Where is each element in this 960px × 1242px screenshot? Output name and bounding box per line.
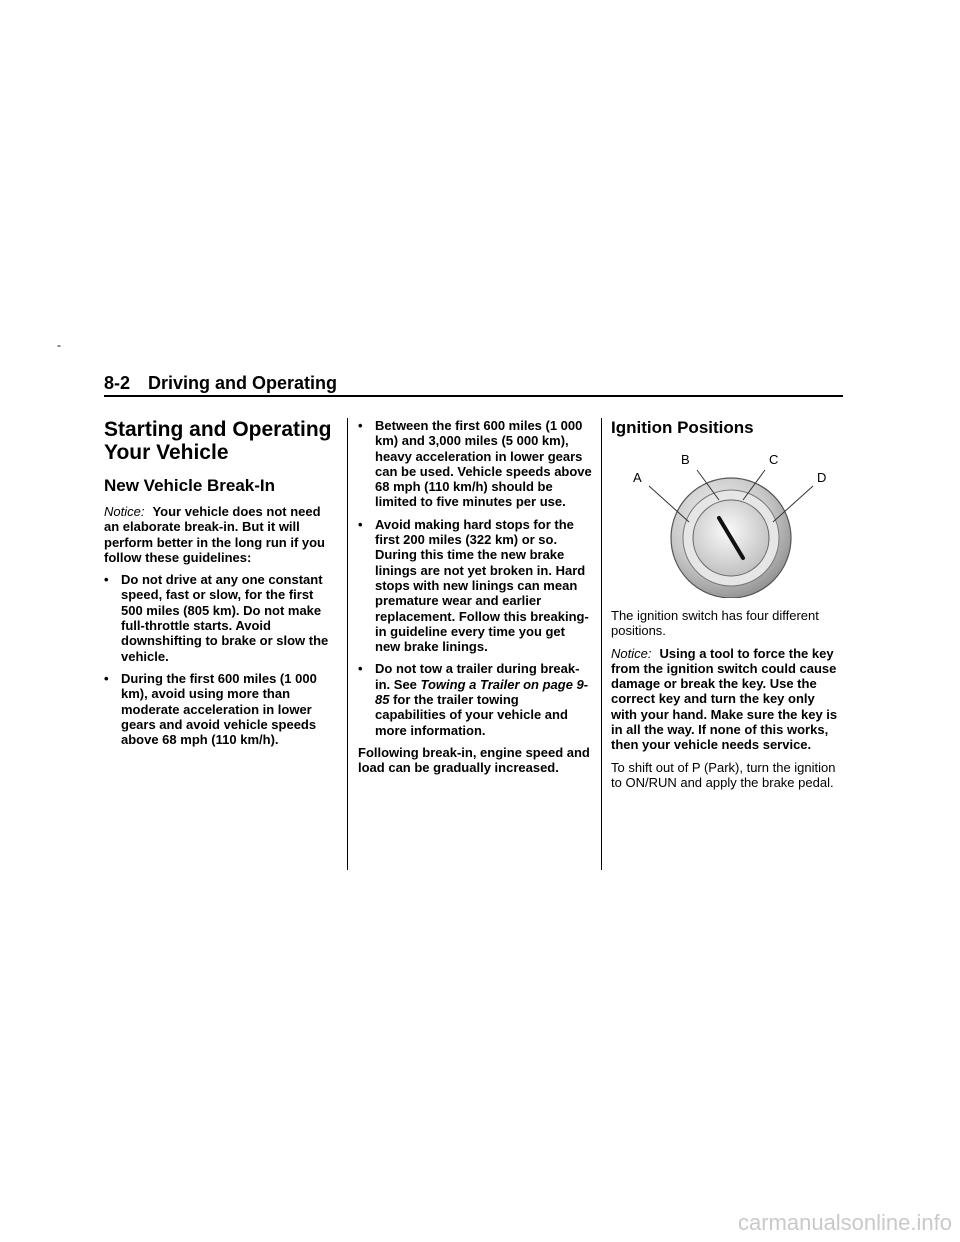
- figure-label-c: C: [769, 452, 779, 467]
- list-item: • During the first 600 miles (1 000 km), avoid using more than moderate acceleration in lower gears and avoid vehicle speeds above 68 mph (110 km/h).: [104, 671, 338, 747]
- section-title: Driving and Operating: [148, 373, 338, 393]
- page-header: [104, 373, 843, 397]
- list-item: • Between the first 600 miles (1 000 km) and 3,000 miles (5 000 km), heavy acceleration in lower gears can be used. Vehicle speeds above 68 mph (110 km/h) should be limited to five minutes per use.: [358, 418, 592, 510]
- list-item: [358, 661, 592, 737]
- notice-text: Using a tool to force the key from the ignition switch could cause damage or break the key. Use the correct key and turn the key only with your hand. Make sure the key is in all the way. If none of this works, then your vehicle needs service.: [611, 645, 838, 753]
- notice-paragraph: [104, 504, 338, 565]
- shift-paragraph: To shift out of P (Park), turn the ignition to ON/RUN and apply the brake pedal.: [611, 759, 836, 790]
- ignition-heading: Ignition Positions: [611, 418, 754, 437]
- ignition-notice: [611, 646, 843, 753]
- trailer-text-before: Do not tow a trailer during break-in. See: [375, 661, 580, 692]
- page-dash: -: [57, 338, 61, 352]
- ignition-intro: The ignition switch has four different positions.: [611, 608, 819, 639]
- notice-text: Your vehicle does not need an elaborate break-in. But it will perform better in the long run if you follow these guidelines:: [104, 504, 325, 565]
- subheading-break-in: New Vehicle Break-In: [104, 476, 276, 495]
- main-heading: Starting and Operating Your Vehicle: [104, 418, 332, 464]
- notice-label: Notice:: [104, 504, 145, 519]
- column-2: [358, 418, 592, 783]
- watermark: carmanualsonline.info: [737, 1210, 952, 1235]
- column-1: [104, 418, 338, 754]
- break-in-list-2: [358, 418, 592, 738]
- column-divider-2: [601, 418, 602, 870]
- list-item: • Avoid making hard stops for the first 200 miles (322 km) or so. During this time the new brake linings are not yet broken in. Hard stops with new linings can mean premature wear and earlier replacement. Follow this breaking-in guideline every time you get new brake linings.: [358, 517, 592, 655]
- break-in-list-1: [104, 572, 338, 747]
- figure-label-a: A: [633, 470, 642, 485]
- ignition-switch-figure: [631, 448, 831, 598]
- column-divider-1: [347, 418, 348, 870]
- column-3: [611, 418, 843, 797]
- figure-label-b: B: [681, 452, 690, 467]
- trailer-text-after: for the trailer towing capabilities of your vehicle and more information.: [375, 692, 568, 738]
- figure-label-d: D: [817, 470, 827, 485]
- closing-paragraph: Following break-in, engine speed and load can be gradually increased.: [358, 744, 590, 776]
- list-item: • Do not drive at any one constant speed, fast or slow, for the first 500 miles (805 km). Do not make full-throttle starts. Avoid downshifting to brake or slow the vehicle.: [104, 572, 338, 664]
- notice-label: Notice:: [611, 645, 652, 661]
- page-number: 8-2: [104, 373, 131, 393]
- towing-trailer-link[interactable]: Towing a Trailer on page 9-85: [375, 676, 589, 708]
